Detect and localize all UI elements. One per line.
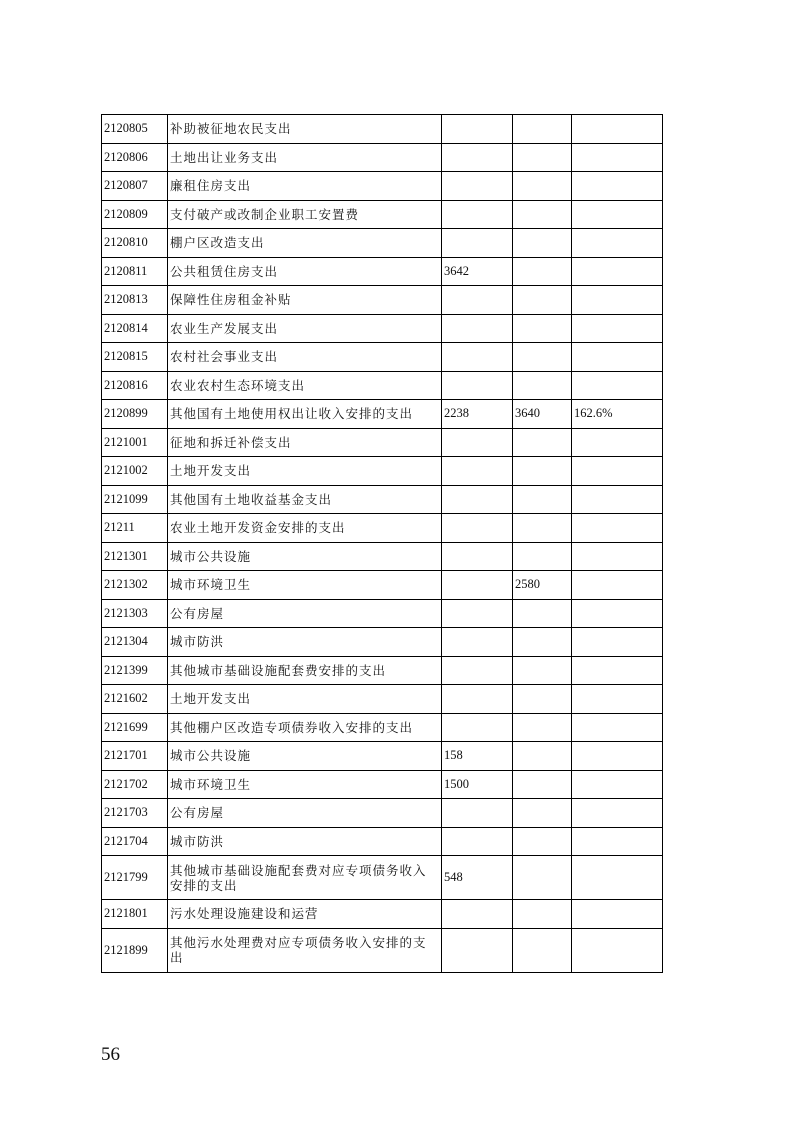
table-row xyxy=(102,928,663,972)
item-name-cell: 保障性住房租金补贴 xyxy=(168,286,442,315)
value-3-cell xyxy=(572,856,663,900)
table-row xyxy=(102,628,663,657)
table-row xyxy=(102,900,663,929)
value-3-cell xyxy=(572,685,663,714)
value-2-cell xyxy=(513,286,572,315)
item-name-cell: 农业土地开发资金安排的支出 xyxy=(168,514,442,543)
value-1-cell xyxy=(442,143,513,172)
item-name-cell: 农业生产发展支出 xyxy=(168,314,442,343)
value-2-cell xyxy=(513,742,572,771)
table-row xyxy=(102,400,663,429)
value-3-cell xyxy=(572,628,663,657)
item-name-cell: 其他城市基础设施配套费安排的支出 xyxy=(168,656,442,685)
table-row xyxy=(102,115,663,144)
table-row xyxy=(102,314,663,343)
item-name-cell: 支付破产或改制企业职工安置费 xyxy=(168,200,442,229)
value-3-cell xyxy=(572,143,663,172)
value-1-cell: 2238 xyxy=(442,400,513,429)
value-2-cell xyxy=(513,314,572,343)
value-2-cell xyxy=(513,656,572,685)
value-2-cell xyxy=(513,900,572,929)
value-2-cell xyxy=(513,371,572,400)
item-name-cell: 农业农村生态环境支出 xyxy=(168,371,442,400)
value-2-cell xyxy=(513,485,572,514)
value-2-cell xyxy=(513,827,572,856)
item-name-cell: 污水处理设施建设和运营 xyxy=(168,900,442,929)
value-2-cell xyxy=(513,856,572,900)
value-1-cell: 158 xyxy=(442,742,513,771)
table-row xyxy=(102,143,663,172)
value-2-cell xyxy=(513,514,572,543)
value-1-cell xyxy=(442,485,513,514)
value-3-cell xyxy=(572,485,663,514)
value-3-cell xyxy=(572,656,663,685)
value-1-cell xyxy=(442,371,513,400)
value-3-cell xyxy=(572,314,663,343)
account-code-cell: 2121303 xyxy=(102,599,168,628)
account-code-cell: 2121002 xyxy=(102,457,168,486)
value-2-cell xyxy=(513,457,572,486)
value-3-cell xyxy=(572,514,663,543)
item-name-cell: 农村社会事业支出 xyxy=(168,343,442,372)
account-code-cell: 21211 xyxy=(102,514,168,543)
table-row xyxy=(102,371,663,400)
item-name-cell: 其他国有土地使用权出让收入安排的支出 xyxy=(168,400,442,429)
item-name-cell: 公有房屋 xyxy=(168,599,442,628)
table-row xyxy=(102,257,663,286)
table-row xyxy=(102,685,663,714)
table-row xyxy=(102,172,663,201)
value-2-cell xyxy=(513,229,572,258)
item-name-cell: 其他棚户区改造专项债券收入安排的支出 xyxy=(168,713,442,742)
account-code-cell: 2121099 xyxy=(102,485,168,514)
value-3-cell xyxy=(572,343,663,372)
item-name-cell: 其他国有土地收益基金支出 xyxy=(168,485,442,514)
value-3-cell xyxy=(572,900,663,929)
item-name-cell: 城市防洪 xyxy=(168,827,442,856)
value-2-cell xyxy=(513,599,572,628)
value-2-cell xyxy=(513,428,572,457)
account-code-cell: 2120815 xyxy=(102,343,168,372)
value-3-cell xyxy=(572,229,663,258)
account-code-cell: 2120807 xyxy=(102,172,168,201)
value-1-cell xyxy=(442,713,513,742)
item-name-cell: 其他城市基础设施配套费对应专项债务收入安排的支出 xyxy=(168,856,442,900)
value-3-cell xyxy=(572,571,663,600)
value-3-cell xyxy=(572,713,663,742)
value-1-cell xyxy=(442,457,513,486)
value-1-cell xyxy=(442,827,513,856)
item-name-cell: 征地和拆迁补偿支出 xyxy=(168,428,442,457)
table-row xyxy=(102,799,663,828)
value-1-cell xyxy=(442,656,513,685)
value-1-cell: 3642 xyxy=(442,257,513,286)
account-code-cell: 2121399 xyxy=(102,656,168,685)
account-code-cell: 2121301 xyxy=(102,542,168,571)
value-2-cell xyxy=(513,928,572,972)
value-1-cell: 1500 xyxy=(442,770,513,799)
item-name-cell: 城市公共设施 xyxy=(168,742,442,771)
table-row xyxy=(102,514,663,543)
account-code-cell: 2121602 xyxy=(102,685,168,714)
value-3-cell xyxy=(572,827,663,856)
account-code-cell: 2121801 xyxy=(102,900,168,929)
account-code-cell: 2120811 xyxy=(102,257,168,286)
item-name-cell: 廉租住房支出 xyxy=(168,172,442,201)
account-code-cell: 2121701 xyxy=(102,742,168,771)
account-code-cell: 2120809 xyxy=(102,200,168,229)
value-3-cell xyxy=(572,799,663,828)
account-code-cell: 2121799 xyxy=(102,856,168,900)
table-row xyxy=(102,286,663,315)
table-row xyxy=(102,542,663,571)
table-row xyxy=(102,827,663,856)
value-2-cell xyxy=(513,799,572,828)
value-1-cell: 548 xyxy=(442,856,513,900)
value-3-cell xyxy=(572,428,663,457)
value-2-cell xyxy=(513,343,572,372)
item-name-cell: 补助被征地农民支出 xyxy=(168,115,442,144)
item-name-cell: 土地出让业务支出 xyxy=(168,143,442,172)
account-code-cell: 2121699 xyxy=(102,713,168,742)
item-name-cell: 土地开发支出 xyxy=(168,685,442,714)
value-3-cell xyxy=(572,542,663,571)
value-2-cell xyxy=(513,628,572,657)
value-1-cell xyxy=(442,172,513,201)
account-code-cell: 2121899 xyxy=(102,928,168,972)
account-code-cell: 2120899 xyxy=(102,400,168,429)
value-2-cell xyxy=(513,713,572,742)
account-code-cell: 2121703 xyxy=(102,799,168,828)
account-code-cell: 2121704 xyxy=(102,827,168,856)
item-name-cell: 城市公共设施 xyxy=(168,542,442,571)
value-1-cell xyxy=(442,542,513,571)
table-row xyxy=(102,713,663,742)
value-1-cell xyxy=(442,928,513,972)
table-row xyxy=(102,200,663,229)
account-code-cell: 2121304 xyxy=(102,628,168,657)
value-3-cell xyxy=(572,257,663,286)
value-2-cell xyxy=(513,143,572,172)
value-2-cell xyxy=(513,770,572,799)
value-1-cell xyxy=(442,115,513,144)
item-name-cell: 其他污水处理费对应专项债务收入安排的支出 xyxy=(168,928,442,972)
item-name-cell: 城市环境卫生 xyxy=(168,571,442,600)
account-code-cell: 2121001 xyxy=(102,428,168,457)
value-2-cell xyxy=(513,172,572,201)
value-2-cell: 2580 xyxy=(513,571,572,600)
value-1-cell xyxy=(442,685,513,714)
value-3-cell xyxy=(572,770,663,799)
expenditure-table xyxy=(101,114,663,973)
value-3-cell xyxy=(572,599,663,628)
value-3-cell xyxy=(572,286,663,315)
value-2-cell xyxy=(513,542,572,571)
account-code-cell: 2120813 xyxy=(102,286,168,315)
value-1-cell xyxy=(442,900,513,929)
value-1-cell xyxy=(442,428,513,457)
table-row xyxy=(102,457,663,486)
value-1-cell xyxy=(442,599,513,628)
value-1-cell xyxy=(442,314,513,343)
value-3-cell xyxy=(572,742,663,771)
value-1-cell xyxy=(442,514,513,543)
item-name-cell: 城市环境卫生 xyxy=(168,770,442,799)
table-row xyxy=(102,571,663,600)
value-3-cell: 162.6% xyxy=(572,400,663,429)
table-row xyxy=(102,428,663,457)
table-row xyxy=(102,770,663,799)
value-3-cell xyxy=(572,172,663,201)
value-3-cell xyxy=(572,200,663,229)
value-3-cell xyxy=(572,457,663,486)
table-row xyxy=(102,599,663,628)
account-code-cell: 2120814 xyxy=(102,314,168,343)
value-3-cell xyxy=(572,115,663,144)
value-2-cell xyxy=(513,200,572,229)
table-row xyxy=(102,343,663,372)
value-1-cell xyxy=(442,200,513,229)
item-name-cell: 城市防洪 xyxy=(168,628,442,657)
table-row xyxy=(102,485,663,514)
account-code-cell: 2121702 xyxy=(102,770,168,799)
value-1-cell xyxy=(442,571,513,600)
item-name-cell: 公有房屋 xyxy=(168,799,442,828)
value-2-cell xyxy=(513,257,572,286)
account-code-cell: 2120810 xyxy=(102,229,168,258)
table-row xyxy=(102,742,663,771)
account-code-cell: 2120816 xyxy=(102,371,168,400)
item-name-cell: 公共租赁住房支出 xyxy=(168,257,442,286)
account-code-cell: 2120805 xyxy=(102,115,168,144)
value-1-cell xyxy=(442,628,513,657)
item-name-cell: 土地开发支出 xyxy=(168,457,442,486)
table-body xyxy=(102,115,663,973)
item-name-cell: 棚户区改造支出 xyxy=(168,229,442,258)
table-row xyxy=(102,656,663,685)
value-2-cell xyxy=(513,115,572,144)
value-1-cell xyxy=(442,343,513,372)
account-code-cell: 2121302 xyxy=(102,571,168,600)
value-3-cell xyxy=(572,371,663,400)
value-2-cell xyxy=(513,685,572,714)
page-number: 56 xyxy=(101,1044,120,1065)
table-row xyxy=(102,856,663,900)
value-1-cell xyxy=(442,229,513,258)
value-2-cell: 3640 xyxy=(513,400,572,429)
value-1-cell xyxy=(442,286,513,315)
value-1-cell xyxy=(442,799,513,828)
value-3-cell xyxy=(572,928,663,972)
account-code-cell: 2120806 xyxy=(102,143,168,172)
table-row xyxy=(102,229,663,258)
